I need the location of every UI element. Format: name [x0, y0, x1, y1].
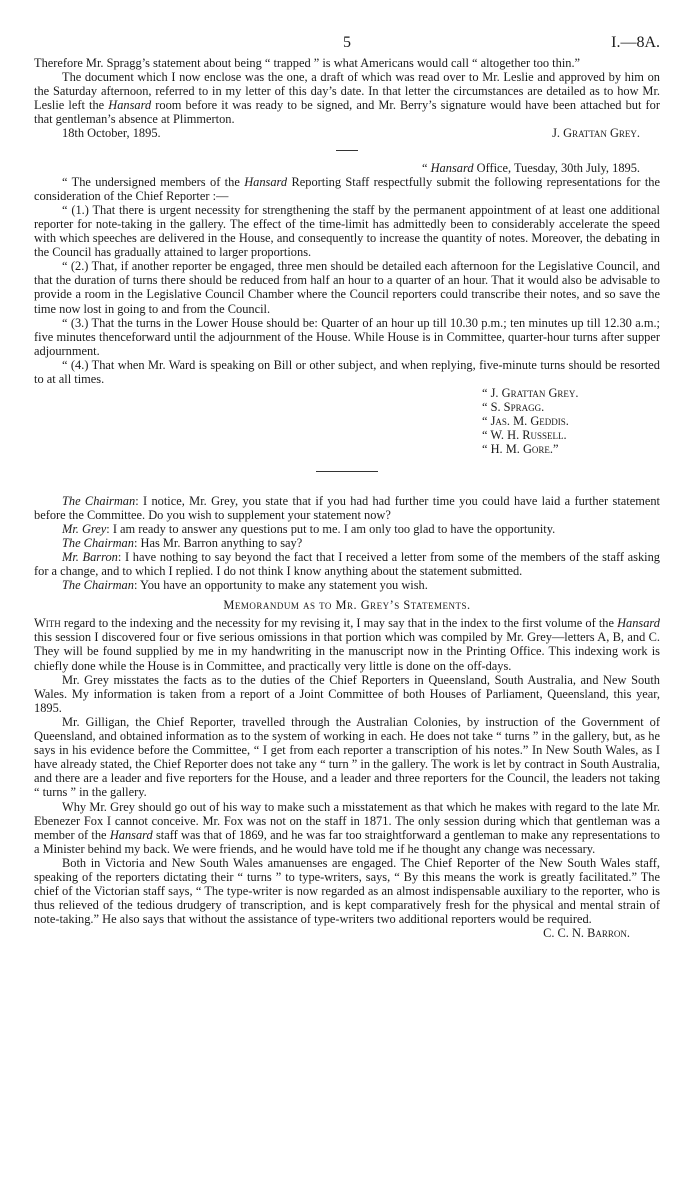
document-reference: I.—8A.: [611, 34, 660, 51]
memo-signature: C. C. N. Barron.: [543, 926, 630, 941]
memo-paragraph-1: With regard to the indexing and the necessity for my revising it, I may say that in the index to the first volume of the Hansard this session I discovered four or five serious omissions in that portion which was compiled by Mr. Grey—letters A, B, and C. They will be found supplied by me in my handwriting in the manuscript now in the Printing Office. This indexing work is chiefly done while the House is in Committee, and practically very little is done on the off-days.: [34, 616, 660, 673]
signatory: “ H. M. Gore.”: [482, 442, 559, 457]
intro-signature: J. Grattan Grey.: [552, 126, 640, 141]
speaker-name: Mr. Barron: [62, 549, 118, 564]
date-signature-row: [34, 126, 660, 140]
dialogue-line: Mr. Grey: I am ready to answer any questions put to me. I am only too glad to have the opportunity.: [62, 521, 556, 536]
document-page: [34, 34, 660, 940]
memo-paragraph-5: Both in Victoria and New South Wales amanuenses are engaged. The Chief Reporter of the New South Wales staff, speaking of the reporters dictating their “ turns ” to type-writers, says, “ By this means the work is greatly facilitated.” The chief of the Victorian staff says, “ The type-writer is now regarded as an almost indispensable auxiliary to the reporter, who is thus relieved of the tedious drudgery of transcription, and is kept comparatively fresh for the physical and mental strain of note-taking.” He also says that without the assistance of type-writers two additional reporters would be required.: [34, 855, 660, 927]
letter-item-4: “ (4.) That when Mr. Ward is speaking on Bill or other subject, and when replying, five-minute turns should be resorted to at all times.: [34, 357, 660, 386]
memo-signature-row: [34, 926, 660, 940]
intro-date: 18th October, 1895.: [62, 126, 161, 141]
letter-item-2: “ (2.) That, if another reporter be engaged, three men should be detailed each afternoon for the Legislative Council, and that the duration of turns there should be reduced from half an hour to a quarter of an hour. That it would also be advisable to provide a room in the Legislative Council Chamber where the Council reporters could transcribe their notes, and so save the time now lost in going to and from the Council.: [34, 259, 660, 316]
speaker-name: The Chairman: [62, 493, 136, 508]
intro-paragraph-2: The document which I now enclose was the one, a draft of which was read over to Mr. Leslie and approved by him on the Saturday afternoon, referred to in my letter of this day’s date. In that letter the circumstances are detailed as to how Mr. Leslie left the Hansard room before it was ready to be signed, and Mr. Berry’s signature would have been attached but for that gentleman’s absence at Plimmerton.: [34, 70, 660, 127]
letter-item-3: “ (3.) That the turns in the Lower House should be: Quarter of an hour up till 10.30 p.m.; ten minutes up till 12.30 a.m.; five minutes thenceforward until the adjournment of the House. While House is in Committee, quarter-hour turns after supper adjournment.: [34, 315, 660, 358]
dialogue-line: Mr. Barron: I have nothing to say beyond the fact that I received a letter from some of the members of the staff asking for a change, and to which I replied. I do not think I know anything about the statement submitted.: [34, 549, 660, 578]
speaker-name: Mr. Grey: [62, 521, 107, 536]
signatory: “ Jas. M. Geddis.: [482, 414, 569, 429]
dialogue-line: The Chairman: You have an opportunity to make any statement you wish.: [62, 578, 428, 593]
memorandum-title: Memorandum as to Mr. Grey’s Statements.: [223, 598, 471, 613]
short-divider: [336, 150, 358, 151]
long-divider: [316, 471, 378, 472]
page-number: 5: [343, 34, 351, 51]
dialogue-line: The Chairman: Has Mr. Barron anything to say?: [62, 535, 303, 550]
signatory: “ W. H. Russell.: [482, 428, 567, 443]
memo-paragraph-3: Mr. Gilligan, the Chief Reporter, travelled through the Australian Colonies, by instruction of the Government of Queensland, and obtained information as to the system of working in each. He does not take “ turns ” in the gallery, but, as he says in his evidence before the Committee, “ I get from each reporter a transcription of his notes.” In New South Wales, as I have already stated, the Chief Reporter does not take any “ turn ” in the gallery. The work is let by contract in South Australia, and there are a leader and five reporters for the House, and a leader and three reporters for the Council, the leaders not taking “ turns ” in the gallery.: [34, 714, 660, 800]
letter-item-1: “ (1.) That there is urgent necessity for strengthening the staff by the permanent appointment of at least one additional reporter for note-taking in the gallery. The effect of the time-limit has admittedly been to considerably accelerate the speed with which speeches are delivered in the House, and consequently to increase the quantity of notes. Moreover, the debating in the Council has gradually attained to larger proportions.: [34, 202, 660, 260]
letter-dateline: “ Hansard Office, Tuesday, 30th July, 1895.: [422, 160, 640, 175]
letter-opening: “ The undersigned members of the Hansard Reporting Staff respectfully submit the following representations for the consideration of the Chief Reporter :—: [34, 174, 660, 203]
memo-paragraph-4: Why Mr. Grey should go out of his way to make such a misstatement as that which he makes with regard to the late Mr. Ebenezer Fox I cannot conceive. Mr. Fox was not on the staff in 1871. The only session during which that gentleman was a member of the Hansard staff was that of 1869, and he was far too straightforward a gentleman to make any representations to a Minister behind my back. We were friends, and he would have told me if he thought any change was necessary.: [34, 799, 660, 856]
signatory: “ J. Grattan Grey.: [482, 386, 579, 401]
page-header: [34, 34, 660, 56]
dialogue-line: The Chairman: I notice, Mr. Grey, you state that if you had had further time you could have laid a further statement before the Committee. Do you wish to supplement your statement now?: [34, 493, 660, 522]
speaker-name: The Chairman: [62, 578, 134, 593]
intro-paragraph-1: Therefore Mr. Spragg’s statement about being “ trapped ” is what Americans would call “ altogether too thin.”: [34, 56, 581, 70]
memo-paragraph-2: Mr. Grey misstates the facts as to the duties of the Chief Reporters in Queensland, South Australia, and New South Wales. My information is taken from a report of a Joint Committee of both Houses of Parliament, Queensland, this year, 1895.: [34, 672, 660, 715]
signatories-list: [482, 386, 660, 456]
speaker-name: The Chairman: [62, 535, 134, 550]
signatory: “ S. Spragg.: [482, 400, 545, 415]
